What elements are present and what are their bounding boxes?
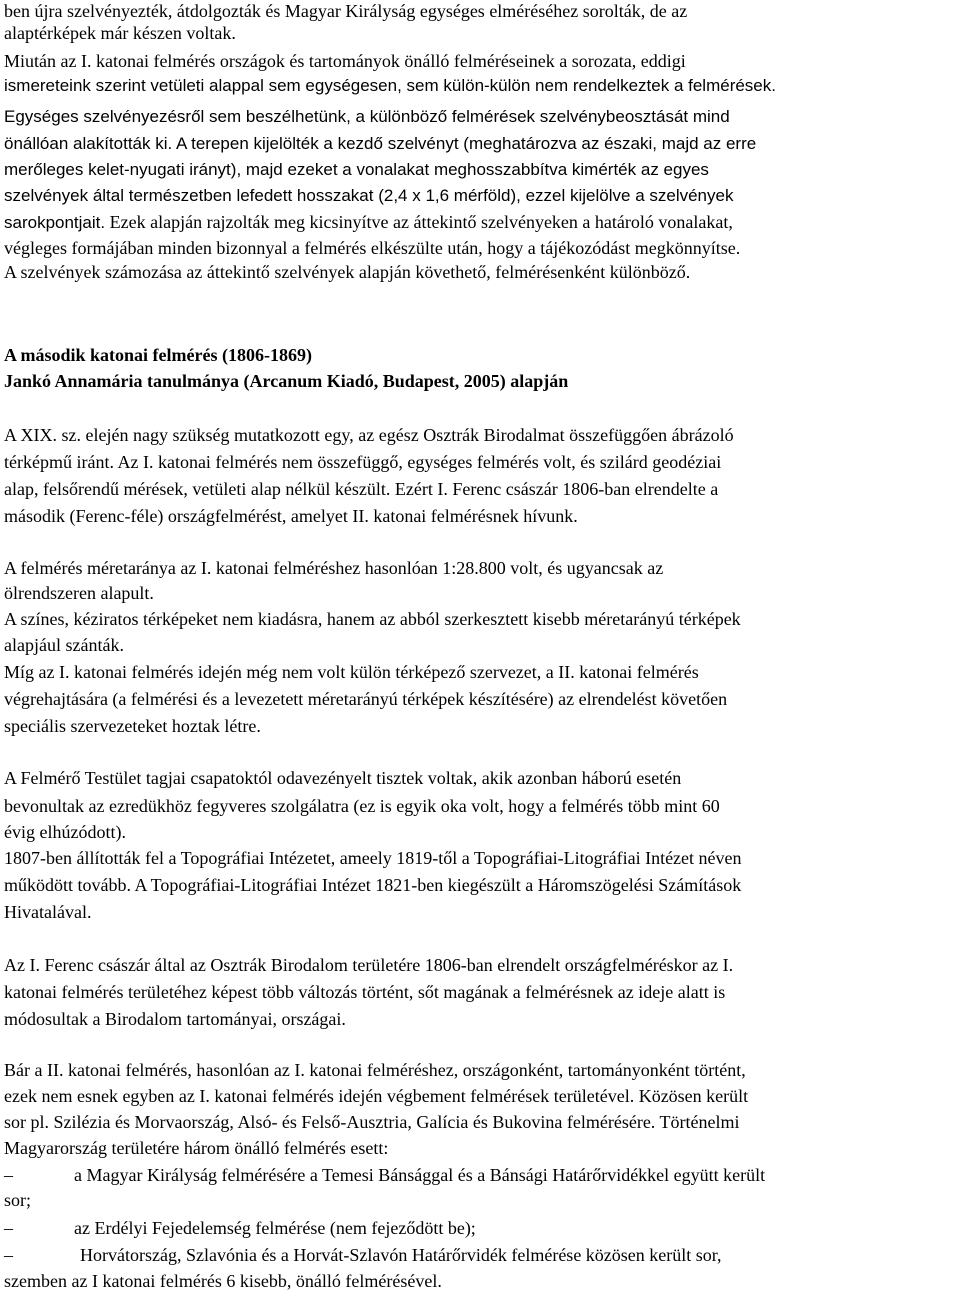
list-item-text: Horvátország, Szlavónia és a Horvát-Szlavón Határőrvidék felmérése közösen került sor, [80,1245,722,1265]
paragraph-line: ölrendszeren alapult. [4,583,154,603]
intro-line: alaptérképek már készen voltak. [4,23,236,43]
paragraph-line: sor pl. Szilézia és Morvaország, Alsó- és Felső-Ausztria, Galícia és Bukovina felmérésére. Történelmi [4,1112,740,1132]
intro-line: A szelvények számozása az áttekintő szelvények alapján követhető, felmérésenként különböző. [4,262,691,282]
paragraph-line: térképmű iránt. Az I. katonai felmérés nem összefüggő, egységes felmérés volt, és szilárd geodéziai [4,452,722,472]
paragraph-line: második (Ferenc-féle) országfelmérést, amelyet II. katonai felmérésnek hívunk. [4,506,578,526]
list-item-text: a Magyar Királyság felmérésére a Temesi Bánsággal és a Bánsági Határőrvidékkel együtt került [74,1165,766,1185]
intro-line: szelvények által természetben lefedett hosszakat (2,4 x 1,6 mérföld), ezzel kijelölve a szelvények [4,186,734,205]
intro-fragment: sarokpontjait. [4,213,106,232]
paragraph-line: Az I. Ferenc császár által az Osztrák Birodalom területére 1806-ban elrendelt országfelméréskor az I. [4,955,734,975]
section-subtitle: Jankó Annamária tanulmánya (Arcanum Kiadó, Budapest, 2005) alapján [4,371,569,391]
list-dash: – [4,1245,13,1265]
paragraph-line: módosultak a Birodalom tartományai, országai. [4,1009,346,1029]
intro-line: ismereteink szerint vetületi alappal sem egységesen, sem külön-külön nem rendelkeztek a felmérések. [4,76,776,95]
intro-line: Miután az I. katonai felmérés országok és tartományok önálló felméréseinek a sorozata, eddigi [4,51,686,71]
list-item-continuation: sor; [4,1190,31,1210]
paragraph-line: ezek nem esnek egyben az I. katonai felmérés idején végbement felmérések területével. Közösen került [4,1086,749,1106]
list-dash: – [4,1218,13,1238]
paragraph-line: alap, felsőrendű mérések, vetületi alap nélkül készült. Ezért I. Ferenc császár 1806-ban elrendelte a [4,479,719,499]
paragraph-line: A Felmérő Testület tagjai csapatoktól odavezényelt tisztek voltak, akik azonban háború esetén [4,768,682,788]
intro-line-mixed [4,212,733,233]
paragraph-line: bevonultak az ezredükhöz fegyveres szolgálatra (ez is egyik oka volt, hogy a felmérés több mint 60 [4,796,720,816]
intro-line: merőleges kelet-nyugati irányt), majd ezeket a vonalakat meghosszabbítva kimérték az egyes [4,160,709,179]
intro-line: ben újra szelvényezték, átdolgozták és Magyar Királyság egységes elméréséhez sorolták, de az [4,1,688,21]
intro-fragment: Ezek alapján rajzolták meg kicsinyítve az áttekintő szelvényeken a határoló vonalakat, [105,212,733,232]
paragraph-line: Hivatalával. [4,902,92,922]
intro-line-mixed [4,133,756,154]
intro-line: végleges formájában minden bizonnyal a felmérés elkészülte után, hogy a tájékozódást megkönnyítse. [4,238,741,258]
paragraph-line: Magyarország területére három önálló felmérés esett: [4,1138,389,1158]
paragraph-line: 1807-ben állították fel a Topográfiai Intézetet, ameely 1819-től a Topográfiai-Litográfiai Intézet néven [4,848,742,868]
paragraph-line: végrehajtására (a felmérési és a levezetett méretarányú térképek készítésére) az elrendelést követően [4,689,728,709]
list-item-text: az Erdélyi Fejedelemség felmérése (nem fejeződött be); [74,1218,476,1238]
paragraph-line: működött tovább. A Topográfiai-Litográfiai Intézet 1821-ben kiegészült a Háromszögelési Számítások [4,875,742,895]
paragraph-line: A felmérés méretaránya az I. katonai felméréshez hasonlóan 1:28.800 volt, és ugyancsak az [4,558,664,578]
paragraph-line: A színes, kéziratos térképeket nem kiadásra, hanem az abból szerkesztett kisebb méretarányú térképek [4,609,741,629]
list-dash: – [4,1165,13,1185]
intro-fragment: A terepen kijelölték a kezdő szelvényt (meghatározva az északi, majd az erre [172,134,757,153]
intro-line: Egységes szelvényezésről sem beszélhetünk, a különböző felmérések szelvénybeosztását mind [4,107,730,126]
paragraph-line: speciális szervezeteket hoztak létre. [4,716,261,736]
paragraph-line: A XIX. sz. elején nagy szükség mutatkozott egy, az egész Osztrák Birodalmat összefüggően ábrázoló [4,425,734,445]
section-title: A második katonai felmérés (1806-1869) [4,345,312,365]
paragraph-line: alapjául szánták. [4,635,124,655]
list-item-continuation: szemben az I katonai felmérés 6 kisebb, önálló felmérésével. [4,1271,442,1291]
intro-fragment: önállóan alakították ki. [4,134,173,153]
paragraph-line: évig elhúzódott). [4,822,126,842]
paragraph-line: Míg az I. katonai felmérés idején még nem volt külön térképező szervezet, a II. katonai felmérés [4,662,699,682]
paragraph-line: katonai felmérés területéhez képest több változás történt, sőt magának a felmérésnek az ideje alatt is [4,982,726,1002]
paragraph-line: Bár a II. katonai felmérés, hasonlóan az I. katonai felméréshez, országonként, tartományonként történt, [4,1060,746,1080]
